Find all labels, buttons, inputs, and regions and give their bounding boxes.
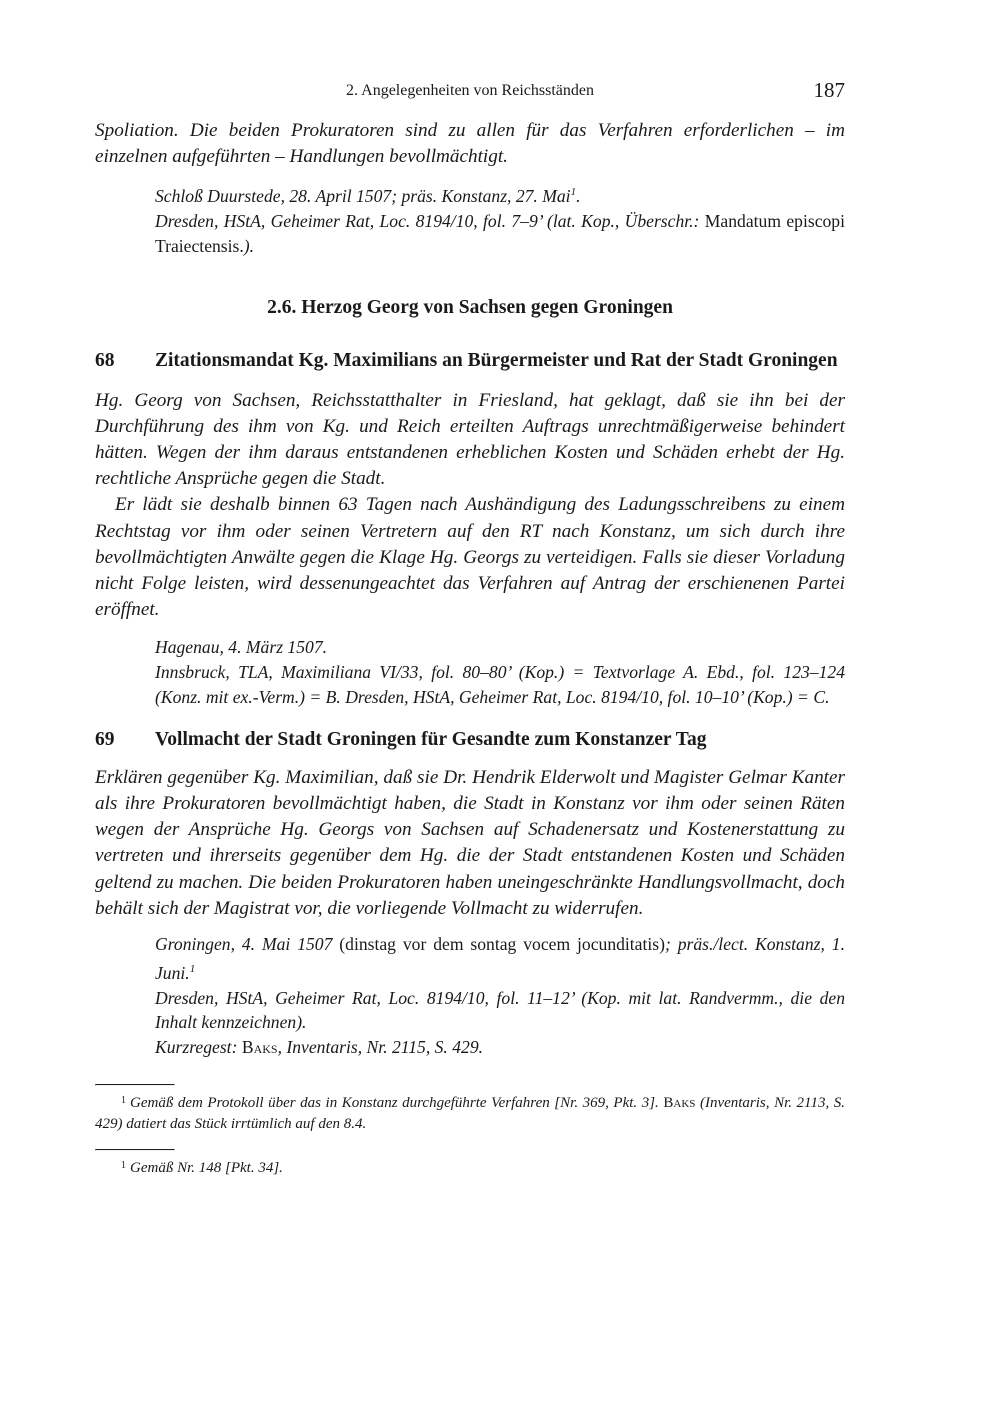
entry-69-heading: [95, 726, 845, 753]
footnote-1: [95, 1090, 845, 1135]
entry-68-archive: Innsbruck, TLA, Maximiliana VI/33, fol. 80–80’ (Kop.) = Textvorlage A. Ebd., fol. 123–124 (Konz. mit ex.-Verm.) = B. Dresden, HStA, Geheimer Rat, Loc. 8194/10, fol. 10–10’ (Kop.) = C.: [155, 662, 845, 708]
entry-69-date: [155, 932, 845, 985]
entry-69-regest: [155, 1035, 845, 1060]
footnote-2: [95, 1155, 845, 1179]
footnote-1-text-continued: (Inventaris, Nr. 2113, S. 429) datiert das Stück irrtümlich auf den 8.4.: [95, 1094, 846, 1132]
intro-source: [155, 180, 845, 258]
entry-68-date: Hagenau, 4. März 1507.: [155, 637, 328, 658]
footnote-rule: [95, 1084, 175, 1086]
entry-69-date-text: Groningen, 4. Mai 1507: [155, 934, 333, 955]
footnote-ref: 1: [570, 186, 577, 199]
footnote-rule-2: [95, 1149, 175, 1151]
regest-author: Baks: [241, 1037, 278, 1058]
intro-archive-end: ).: [243, 235, 255, 256]
running-head-title: 2. Angelegenheiten von Reichsständen: [346, 82, 594, 99]
intro-source-date: [155, 180, 845, 209]
page-number: 187: [813, 78, 845, 102]
section-heading: 2.6. Herzog Georg von Sachsen gegen Groningen: [267, 296, 673, 318]
footnote-ref: 1: [189, 962, 196, 975]
intro-source-date-end: .: [576, 186, 581, 207]
entry-68-heading: [95, 347, 845, 374]
running-head: [95, 78, 845, 108]
intro-source-archive: [155, 209, 845, 259]
entry-69-source: [155, 932, 845, 1060]
footnote-1-mark: 1: [121, 1094, 126, 1106]
intro-archive-italic: Dresden, HStA, Geheimer Rat, Loc. 8194/10, fol. 7–9’ (lat. Kop., Überschr.:: [155, 211, 700, 232]
entry-69-summary: Erklären gegenüber Kg. Maximilian, daß sie Dr. Hendrik Elderwolt und Magister Gelmar Kanter als ihre Prokuratoren bevollmächtigt haben, die Stadt in Konstanz vor ihm oder seinen Räten wegen der Ansprüche Hg. Georgs von Sachsen auf Schadenersatz und Kostenerstattung zu vertreten und ihrerseits gegenüber dem Hg. die der Stadt entstandenen Kosten und Schäden geltend zu machen. Die beiden Prokuratoren haben uneingeschränkte Handlungsvollmacht, doch behält sich der Magistrat vor, die vorliegende Vollmacht zu widerrufen.: [95, 766, 845, 919]
entry-68-summary: Hg. Georg von Sachsen, Reichsstatthalter in Friesland, hat geklagt, daß sie ihn bei der Durchführung des ihm von Kg. und Reich erteilten Auftrags unrechtmäßigerweise behindert hätten. Wegen der ihm daraus entstandenen erheblichen Kosten und Schäden erhebt der Hg. rechtliche Ansprüche gegen die Stadt.: [95, 389, 845, 490]
entry-68-summary-continued: Er lädt sie deshalb binnen 63 Tagen nach Aushändigung des Ladungsschreibens zu einem Rechtstag vor ihm oder seinen Vertretern auf den RT nach Konstanz, um sich durch ihre bevollmächtigten Anwälte gegen die Klage Hg. Georgs zu verteidigen. Falls sie dieser Vorladung nicht Folge leisten, wird dessenungeachtet das Verfahren auf Antrag der erschienenen Partei eröffnet.: [95, 494, 845, 621]
footnote-2-text: Gemäß Nr. 148 [Pkt. 34].: [130, 1159, 283, 1176]
entry-68-source: [155, 635, 845, 709]
entry-69-presentation: ; präs./lect. Konstanz, 1. Juni.: [155, 934, 845, 983]
entry-68-title: Zitationsmandat Kg. Maximilians an Bürgermeister und Rat der Stadt Groningen: [155, 349, 838, 371]
entry-69-archive: Dresden, HStA, Geheimer Rat, Loc. 8194/10, fol. 11–12’ (Kop. mit lat. Randvermm., die den Inhalt kennzeichnen).: [155, 987, 845, 1033]
intro-paragraph: Spoliation. Die beiden Prokuratoren sind zu allen für das Verfahren erforderlichen – im einzelnen aufgeführten – Handlungen bevollmächtigt.: [95, 120, 845, 168]
entry-68-number: 68: [95, 349, 115, 371]
intro-source-date-text: Schloß Duurstede, 28. April 1507; präs. Konstanz, 27. Mai: [155, 186, 571, 207]
footnote-2-mark: 1: [121, 1159, 126, 1171]
entry-69-date-quote: (dinstag vor dem sontag vocem jocunditatis): [339, 934, 665, 955]
footnote-1-author: Baks: [663, 1094, 696, 1111]
intro-archive-roman: Mandatum episcopi Traiectensis.: [155, 211, 845, 256]
entry-69-title: Vollmacht der Stadt Groningen für Gesandte zum Konstanzer Tag: [155, 728, 707, 750]
document-page: [95, 78, 845, 1179]
entry-69-number: 69: [95, 728, 115, 750]
footnote-1-text: Gemäß dem Protokoll über das in Konstanz durchgeführte Verfahren [Nr. 369, Pkt. 3].: [130, 1094, 659, 1111]
regest-label: Kurzregest:: [155, 1037, 238, 1058]
regest-citation: , Inventaris, Nr. 2115, S. 429.: [277, 1037, 484, 1058]
